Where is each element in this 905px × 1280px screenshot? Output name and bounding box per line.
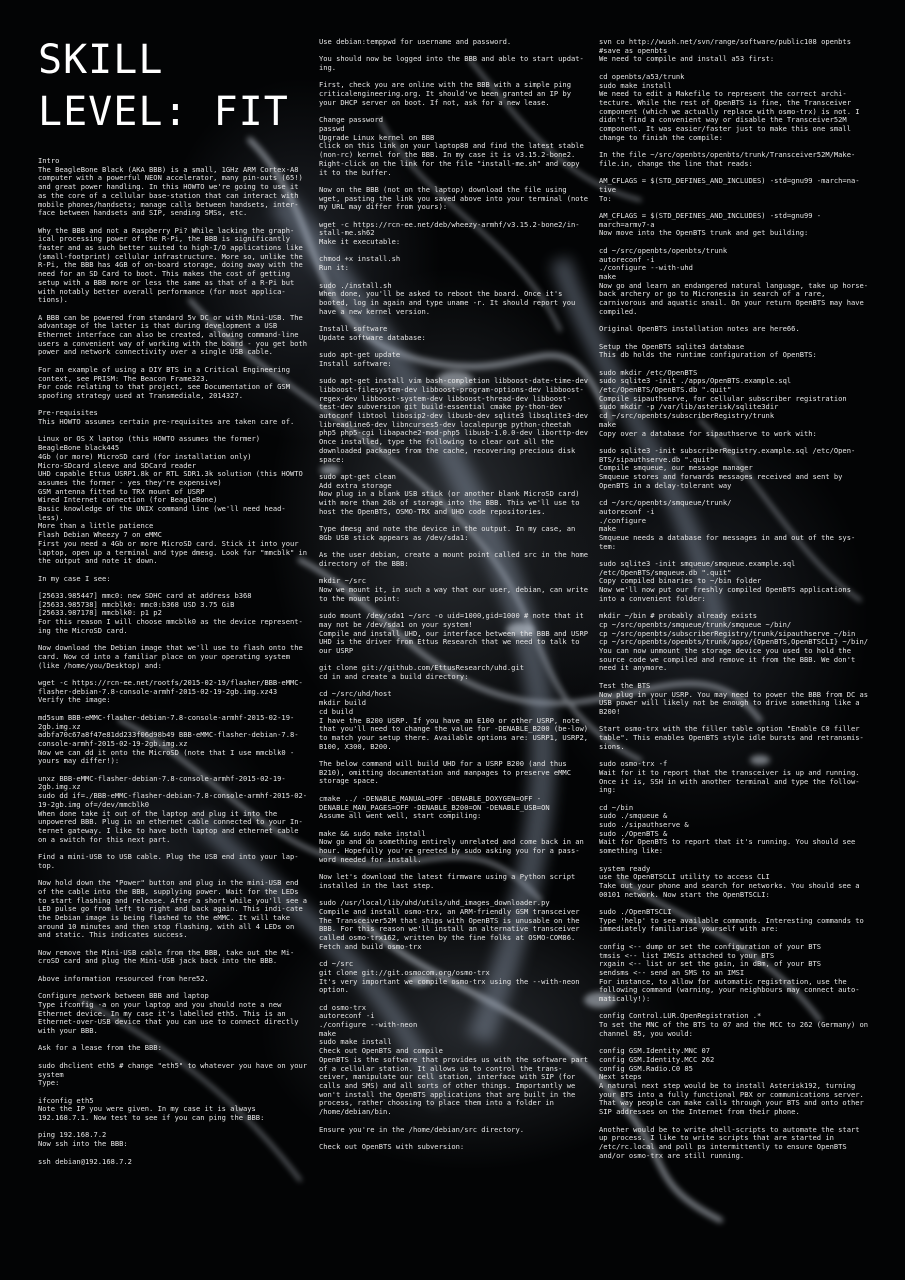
paragraph: Above information resourced from here52. — [38, 973, 209, 983]
paragraph: cd ~/src/openbts/smqueue/trunk/ autoreconf -i ./configure make Smqueue needs a database for messages in and out of the sys-tem: — [599, 498, 856, 551]
paragraph: As the user debian, create a mount point called src in the home directory of the BBB: — [319, 550, 593, 568]
paragraph: Now download the Debian image that we'll use to flash onto the card. Now cd into a familiar place on your operating system (like /home/you/Desktop) and: — [38, 643, 308, 670]
paragraph: First, check you are online with the BBB with a simple ping criticalengineering.org. It should've been granted an IP by your DHCP server on boot. If not, ask for a new lease. — [319, 80, 576, 107]
paragraph: AM_CFLAGS = $(STD_DEFINES_AND_INCLUDES) -std=gnu99 -march=na-tive To: — [599, 176, 860, 203]
paragraph: Why the BBB and not a Raspberry Pi? While lacking the graph-ical processing power of the R-Pi, the BBB is significantly faster and as such better suited to high-I/O applications like (small-footprint) cellular infrastructure. More so, unlike the R-Pi, the BBB has 4GB of on-board storage, doing away with the need for an SD Card to boot. This makes the cost of getting setup with a BBB more or less the same as that of a R-Pi but with notably better overall performance (for most applica-tions). — [38, 225, 308, 305]
paragraph: ifconfig eth5 Note the IP you were given. In my case it is always 192.168.7.1. Now test to see if you can ping the BBB: — [38, 1095, 265, 1123]
paragraph: cmake ../ -DENABLE_MANUAL=OFF -DENABLE_DOXYGEN=OFF -DENABLE_MAN_PAGES=OFF -DENABLE_B200=ON -DENABLE_USB=ON Assume all went well, start compiling: — [319, 793, 550, 821]
paragraph: Configure network between BBB and laptop Type ifconfig -a on your laptop and you should note a new Ethernet device. In my case it's labelled eth5. This is an Ethernet-over-USB device that you can use to connect directly with your BBB. — [38, 991, 299, 1036]
paragraph: sudo ./install.sh When done, you'll be asked to reboot the board. Once it's booted, log in again and type uname -r. It should report you have a new kernel version. — [319, 280, 576, 316]
paragraph: For an example of using a DIY BTS in a Critical Engineering context, see PRISM: The Beacon Frame323. For code relating to that project, see Documentation of GSM spoofing strategy used at Transmediale, 2014327. — [38, 364, 290, 400]
paragraph: cd osmo-trx autoreconf -i ./configure --with-neon make sudo make install Check out OpenBTS and compile OpenBTS is the software that provides us with the software part of a cellular station. It allows us to control the trans-ceiver, manipulate our cell station, interface with SIP (for calls and SMS) and all sorts of other things. Importantly we won't install the OpenBTS applications that are built in the process, rather choosing to place them into a folder in /home/debian/bin. — [319, 1002, 589, 1117]
paragraph: ping 192.168.7.2 Now ssh into the BBB: — [38, 1130, 128, 1149]
paragraph: Original OpenBTS installation notes are here66. — [599, 324, 800, 334]
paragraph: AM_CFLAGS = $(STD_DEFINES_AND_INCLUDES) -std=gnu99 -march=armv7-a Now move into the OpenBTS trunk and get building: — [599, 211, 822, 238]
paragraph: ssh debian@192.168.7.2 — [38, 1156, 132, 1166]
paragraph: Use debian:temppwd for username and password. — [319, 37, 512, 46]
paragraph: Test the BTS Now plug in your USRP. You may need to power the BBB from DC as USB power will likely not be enough to drive something like a B200! — [599, 680, 869, 716]
paragraph: Now on the BBB (not on the laptop) download the file using wget, pasting the link you saved above into your terminal (note my URL may differ from yours): — [319, 184, 593, 212]
paragraph: cd ~/src/openbts/openbts/trunk autoreconf -i ./configure --with-uhd make Now go and learn an endangered natural language, take up horse-back archery or go to Micronesia in search of a rare, carnivorous and aquatic snail. On your return OpenBTS may have compiled. — [599, 245, 869, 316]
paragraph: [25633.985447] mmc0: new SDHC card at address b368 [25633.985738] mmcblk0: mmc0:b368 USD 3.75 GiB [25633.987178] mmcblk0: p1 p2 For this reason I will choose mmcblk0 as the device represent-ing the MicroSD card. — [38, 591, 303, 635]
paragraph: cd ~/src git clone git://git.osmocom.org/osmo-trx It's very important we compile osmo-trx using the --with-neon option. — [319, 959, 580, 995]
paragraph: mkdir ~/bin # probably already exists cp ~/src/openbts/smqueue/trunk/smqueue ~/bin/ cp ~/src/openbts/subscriberRegistry/trunk/sipauthserve ~/bin cp ~/src/openbts/openbts/trunk/apps/{OpenBTS,OpenBTSCLI} ~/bin/ You can now unmount the storage device you used to hold the source code we compiled and remove it from the BBB. We don't need it anymore. — [599, 611, 869, 673]
paragraph: unxz BBB-eMMC-flasher-debian-7.8-console-armhf-2015-02-19-2gb.img.xz sudo dd if=./BBB-eMMC-flasher-debian-7.8-console-armhf-2015-02-19-2gb.img of=/dev/mmcblk0 When done take it out of the laptop and plug it into the unpowered BBB. Plug in an ethernet cable connected to your In-ternet gateway. I like to have both laptop and ethernet cable on a switch for this next part. — [38, 773, 308, 844]
paragraph: Ask for a lease from the BBB: — [38, 1043, 162, 1053]
paragraph: In the file ~/src/openbts/openbts/trunk/Transceiver52M/Make-file.in, change the line that reads: — [599, 150, 856, 168]
paragraph: make && sudo make install Now go and do something entirely unrelated and come back in an hour. Hopefully you're greeted by sudo asking you for a pass-word needed for install. — [319, 828, 584, 864]
paragraph: config GSM.Identity.MNC 07 config GSM.Identity.MCC 262 config GSM.Radio.C0 85 Next steps A natural next step would be to install Asterisk192, turning your BTS into a fully functional PBX or communications server. That way people can make calls through your BTS and onto other SIP addresses on the Internet from their phone. — [599, 1046, 864, 1117]
paragraph: sudo apt-get install vim bash-completion libboost-date-time-dev libboost-filesystem-dev libboost-program-options-dev libboost-regex-dev libboost-system-dev libboost-thread-dev libboost-test-dev subversion git build-essential cmake py-thon-dev autoconf libtool libosip2-dev libusb-dev sqlite3 libsqlite3-dev libreadline6-dev libncurses5-dev localepurge python-cheetah php5 php5-cgi libapache2-mod-php5 libusb-1.0.0-dev liborttp-dev Once installed, type the following to clear out all the downloaded packages from the cache, recovering precious disk space: — [319, 376, 589, 464]
paragraph: Intro The BeagleBone Black (AKA BBB) is a small, 1GHz ARM Cortex-A8 computer with a powerful NEON accelerator, many pin-outs (65!) and great power handling. In this HOWTO we're going to use it as the core of a cellular base-station that can interact with mobile phones/handsets; manage calls between handsets, inter-face between handsets and SIP, sending SMSs, etc. — [38, 156, 303, 218]
paragraph: Setup the OpenBTS sqlite3 database This db holds the runtime configuration of OpenBTS: — [599, 341, 817, 360]
paragraph: sudo ./OpenBTSCLI Type 'help' to see available commands. Interesting commands to immediately familiarise yourself with are: — [599, 907, 864, 934]
text-column-1 — [38, 157, 310, 1175]
paragraph: Check out OpenBTS with subversion: — [319, 1141, 465, 1151]
paragraph: Another would be to write shell-scripts to automate the start up process. I like to write scripts that are started in /etc/rc.local and poll ps intermittently to ensure OpenBTS and/or osmo-trx are still running. — [599, 1124, 864, 1160]
paragraph: config <-- dump or set the configuration of your BTS tmsis <-- list IMSIs attached to your BTS rxgain <-- list or set the gain, in dBm, of your BTS sendsms <-- send an SMS to an IMSI For instance, to allow for automatic registration, use the following command (warning, your neighbours may connect auto-matically!): — [599, 941, 860, 1004]
paragraph: Type dmesg and note the device in the output. In my case, an 8Gb USB stick appears as /dev/sda1: — [319, 524, 580, 542]
headline-skill-level: SKILL LEVEL: FIT — [38, 37, 289, 135]
paragraph: wget -c https://rcn-ee.net/deb/wheezy-armhf/v3.15.2-bone2/in-stall-me.sh62 Make it executable: — [319, 219, 580, 247]
paragraph: sudo mount /dev/sda1 ~/src -o uid=1000,gid=1000 # note that it may not be /dev/sda1 on your system! Compile and install UHD, our interface between the BBB and USRP UHD is the driver from Ettus Research that we need to talk to our USRP — [319, 611, 589, 655]
paragraph: Start osmo-trx with the filler table option "Enable C0 filler table". This enables OpenBTS style idle bursts and retransmis-sions. — [599, 724, 864, 751]
paragraph: You should now be logged into the BBB and able to start updat-ing. — [319, 54, 584, 73]
paragraph: wget -c https://rcn-ee.net/rootfs/2015-02-19/flasher/BBB-eMMC-flasher-debian-7.8-console-armhf-2015-02-19-2gb.img.xz43 Verify the image: — [38, 678, 303, 705]
paragraph: The below command will build UHD for a USRP B200 (and thus B210), omitting documentation and manpages to preserve eMMC storage space. — [319, 759, 576, 786]
paragraph: sudo sqlite3 -init smqueue/smqueue.example.sql /etc/OpenBTS/smqueue.db ".quit" Copy compiled binaries to ~/bin folder Now we'll now put our freshly compiled OpenBTS applications into a convenient folder: — [599, 559, 851, 603]
paragraph: sudo /usr/local/lib/uhd/utils/uhd_images_downloader.py Compile and install osmo-trx, an ARM-friendly GSM transceiver The Transceiver52M that ships with OpenBTS is unusable on the BBB. For this reason we'll install an alternative transceiver called osmo-trx162, written by the fine folks at OSMO-COM86. Fetch and build osmo-trx — [319, 898, 580, 951]
paragraph: Now let's download the latest firmware using a Python script installed in the last step. — [319, 872, 580, 890]
paragraph: cd ~/bin sudo ./smqueue & sudo ./sipauthserve & sudo ./OpenBTS & Wait for OpenBTS to report that it's running. You should see something like: — [599, 802, 856, 856]
paragraph: cd openbts/a53/trunk sudo make install We need to edit a Makefile to represent the correct archi-tecture. While the rest of OpenBTS is fine, the Transceiver component (which we actually replace with osmo-trx) is not. I didn't find a convenient way or disable the Transceiver52M component. It was easier/faster just to make this one small change to finish the compile: — [599, 71, 860, 142]
paragraph: Change password passwd Upgrade Linux kernel on BBB Click on this link on your laptop88 and find the latest stable (non-rc) kernel for the BBB. In my case it is v3.15.2-bone2. Right-click on the link for the file "install-me.sh" and copy it to the buffer. — [319, 115, 584, 177]
paragraph: Ensure you're in the /home/debian/src directory. — [319, 1124, 524, 1134]
paragraph: sudo sqlite3 -init subscriberRegistry.example.sql /etc/Open-BTS/sipauthserve.db ".quit" Compile smqueue, our message manager Smqueue stores and forwards messages received and sent by OpenBTS in a delay-tolerant way — [599, 445, 856, 490]
paragraph: Find a mini-USB to USB cable. Plug the USB end into your lap-top. — [38, 852, 299, 870]
paragraph: sudo apt-get update Install software: — [319, 350, 401, 368]
paragraph: Linux or OS X laptop (this HOWTO assumes the former) BeagleBone black445 4Gb (or more) MicroSD card (for installation only) Micro-SDcard sleeve and SDCard reader UHD capable Ettus USRP1.8k or RTL SDR1.3k solution (this HOWTO assumes the former - yes they're expensive) GSM antenna fitted to TRX mount of USRP Wired Internet connection (for BeagleBone) Basic knowledge of the UNIX command line (we'll need head-less). More than a little patience Flash Debian Wheezy 7 on eMMC First you need a 4Gb or more MicroSD card. Stick it into your laptop, open up a terminal and type dmesg. Look for "mmcblk" in the output and note it down. — [38, 434, 308, 566]
paragraph: chmod +x install.sh Run it: — [319, 254, 401, 273]
text-column-2 — [319, 38, 591, 1160]
paragraph: config Control.LUR.OpenRegistration .* To set the MNC of the BTS to 07 and the MCC to 262 (Germany) on channel 85, you would: — [599, 1011, 869, 1038]
paragraph: svn co http://wush.net/svn/range/software/public108 openbts #save as openbts We need to compile and install a53 first: — [599, 37, 851, 64]
paragraph: Pre-requisites This HOWTO assumes certain pre-requisites are taken care of. — [38, 408, 295, 427]
paragraph: md5sum BBB-eMMC-flasher-debian-7.8-console-armhf-2015-02-19-2gb.img.xz adbfa70c67a8f47e81dd233f06d98b49 BBB-eMMC-flasher-debian-7.8-console-armhf-2015-02-19-2gb.img.xz Now we can dd it onto the MicroSD (note that I use mmcblk0 - yours may differ!): — [38, 712, 299, 766]
paragraph: system ready use the OpenBTSCLI utility to access CLI Take out your phone and search for networks. You should see a 00101 network. Now start the OpenBTSCLI: — [599, 863, 860, 899]
paragraph: sudo apt-get clean Add extra storage Now plug in a blank USB stick (or another blank MicroSD card) with more than 2Gb of storage into the BBB. This we'll use to host the OpenBTS, OSMO-TRX and UHD code repositories. — [319, 471, 580, 516]
paragraph: sudo osmo-trx -f Wait for it to report that the transceiver is up and running. Once it is, SSH in with another terminal and type the follow-ing: — [599, 759, 860, 795]
paragraph: sudo dhclient eth5 # change "eth5" to whatever you have on your system Type: — [38, 1060, 308, 1088]
paragraph: cd ~/src/uhd/host mkdir build cd build I have the B200 USRP. If you have an E100 or other USRP, note that you'll need to change the value for -DENABLE_B200 (be-low) to match your setup there. Available options are: USRP1, USRP2, B100, X300, B200. — [319, 689, 589, 751]
paragraph: A BBB can be powered from standard 5v DC or with Mini-USB. The advantage of the latter is that during development a USB Ethernet interface can also be created, allowing command-line users a convenient way of working with the board - you get both power and network connectivity over a single USB cable. — [38, 312, 312, 357]
text-column-3 — [599, 38, 871, 1169]
paragraph: Now remove the Mini-USB cable from the BBB, take out the Mi-croSD card and plug the Mini-USB jack back into the BBB. — [38, 947, 295, 966]
paragraph: In my case I see: — [38, 573, 111, 583]
paragraph: git clone git://github.com/EttusResearch/uhd.git cd in and create a build directory: — [319, 663, 524, 682]
paragraph: Install software Update software database: — [319, 324, 426, 342]
paragraph: mkdir ~/src Now we mount it, in such a way that our user, debian, can write to the mount point: — [319, 576, 589, 603]
paragraph: Now hold down the "Power" button and plug in the mini-USB end of the cable into the BBB, supplying power. Wait for the LEDs to start flashing and release. After a short while you'll see a LED pulse go from left to right and back again. This indi-cate the Debian image is being flashed to the eMMC. It will take around 10 minutes and then stop flashing, with all 4 LEDs on and static. This indicates success. — [38, 878, 312, 940]
paragraph: sudo mkdir /etc/OpenBTS sudo sqlite3 -init ./apps/OpenBTS.example.sql /etc/OpenBTS/OpenBTS.db ".quit" Compile sipauthserve, for cellular subscriber registration sudo mkdir -p /var/lib/asterisk/sqlite3dir cd ~/src/openbts/subscriberRegistry/trunk make Copy over a database for sipauthserve to work with: — [599, 367, 847, 438]
